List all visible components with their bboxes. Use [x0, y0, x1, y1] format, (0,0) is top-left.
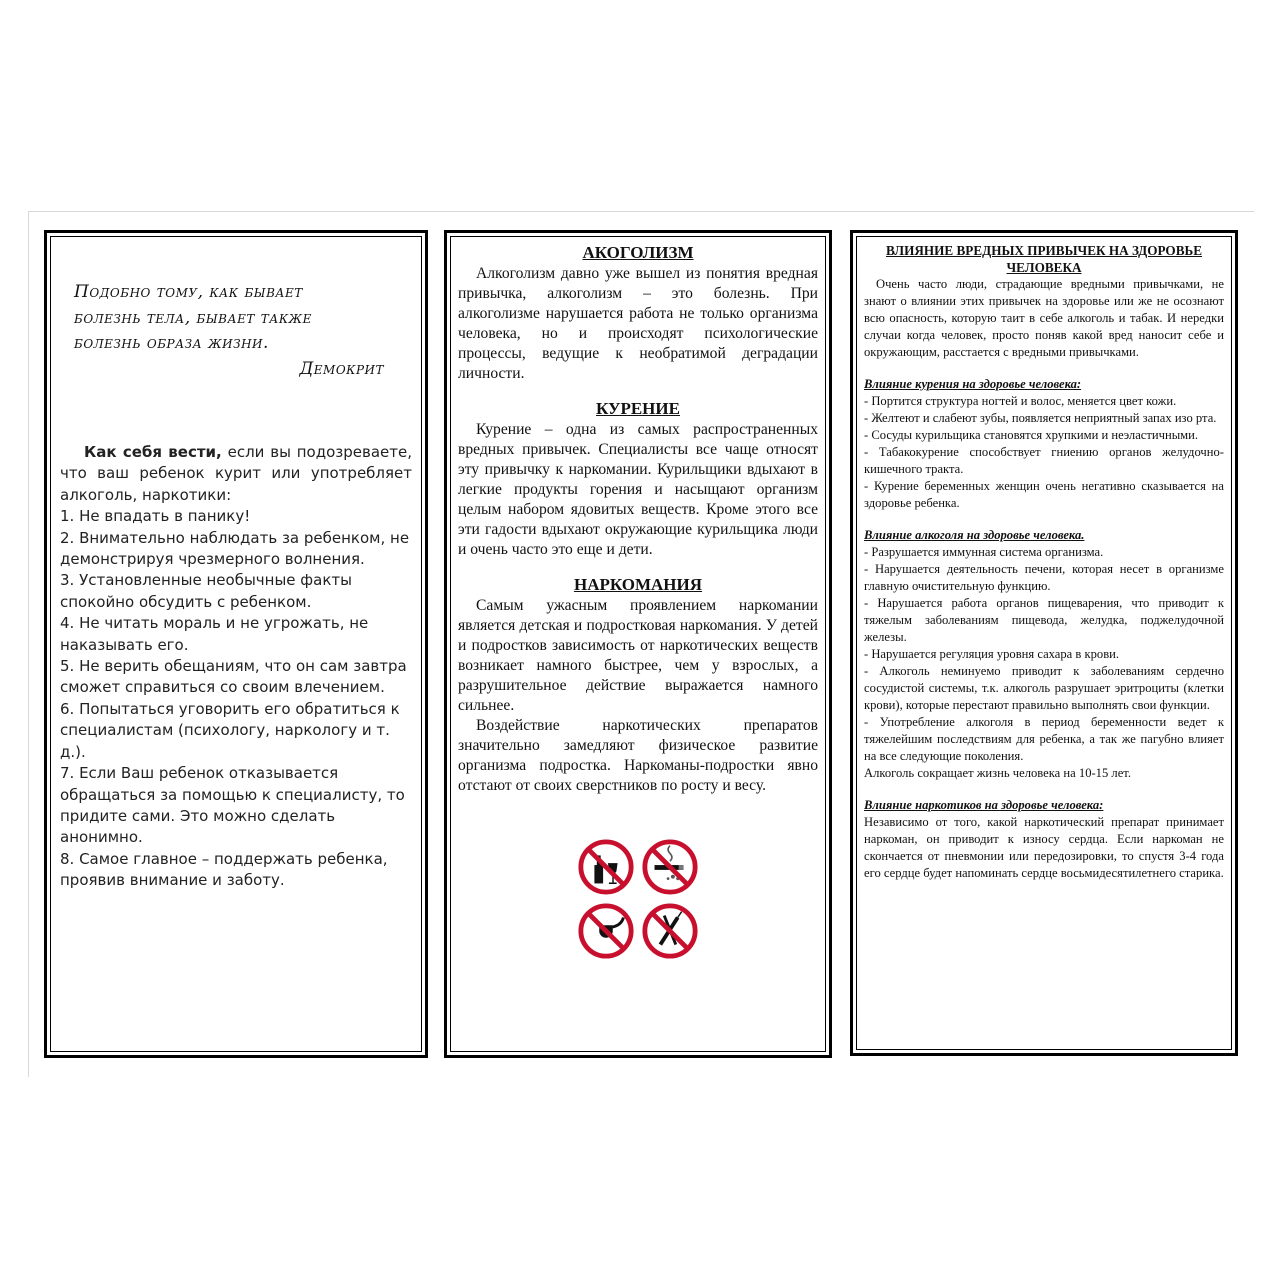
- effect-item: - Табакокурение способствует гниению органов желудочно-кишечного тракта.: [864, 445, 1224, 476]
- effect-item: Алкоголь сокращает жизнь человека на 10-15 лет.: [864, 766, 1132, 780]
- intro-text: Очень часто люди, страдающие вредными привычками, не знают о влиянии этих привычек на здоровье или же не осознают всю опасность, которую таит в себе алкоголь и табак. И нередки случаи когда человек, просто поняв какой вред наносит себе и окружающим, расстается с вредными привычками.: [864, 277, 1224, 359]
- advice-lead-text: если вы подозреваете, что ваш ребенок курит или употребляет алкоголь, наркотики:: [60, 443, 412, 504]
- effect-item: - Разрушается иммунная система организма.: [864, 545, 1104, 559]
- advice-lead-bold: Как себя вести,: [84, 443, 222, 461]
- panel-advice: [44, 230, 428, 1058]
- epigraph-line: Подобно тому, как бывает: [74, 282, 303, 302]
- spacer: [458, 560, 818, 574]
- effect-item: - Нарушается регуляция уровня сахара в крови.: [864, 647, 1120, 661]
- epigraph-line: болезнь образа жизни.: [74, 333, 269, 353]
- drugs-text: Воздействие наркотических препаратов значительно замедляют физическое развитие организма подростка. Наркоманы-подростки явно отстают от своих сверстников по росту и весу.: [458, 717, 818, 794]
- effect-item: - Употребление алкоголя в период беременности ведет к тяжелейшим последствиям для ребенка, а так же пагубно влияет на все следующие поколения.: [864, 715, 1224, 763]
- epigraph: [58, 242, 414, 382]
- subheading-smoking: Влияние курения на здоровье человека:: [864, 377, 1082, 391]
- advice-item: 4. Не читать мораль и не угрожать, не наказывать его.: [60, 614, 369, 654]
- advice-item: 5. Не верить обещаниям, что он сам завтра сможет справиться со своим влечением.: [60, 657, 407, 697]
- no-alcohol-icon: [577, 838, 635, 896]
- epigraph-line: болезнь тела, бывает также: [74, 307, 312, 328]
- smoking-text: Курение – одна из самых распространенных вредных привычек. Специалисты все чаще относят эту привычку к наркомании. Курильщики вдыхают в легкие продукты горения и насыщают организм целым набором ядовитых веществ. Кроме этого все эти гадости вдыхают окружающие курильщика люди и очень часто это еще и дети.: [458, 421, 818, 558]
- no-drugs-icon: [641, 902, 699, 960]
- drugs-effect-text: Независимо от того, какой наркотический препарат принимает наркоман, он приводит к износу сердца. Если наркоман не скончается от пневмонии или передозировки, то спустя 3-4 года его сердце будет напоминать сердце восьмидесятилетнего старика.: [864, 815, 1224, 880]
- effect-item: - Портится структура ногтей и волос, меняется цвет кожи.: [864, 394, 1177, 408]
- panel-content: [864, 242, 1224, 1046]
- effect-item: - Нарушается деятельность печени, которая несет в организме главную очистительную функцию.: [864, 562, 1224, 593]
- effect-item: - Алкоголь неминуемо приводит к заболеваниям сердечно сосудистой системы, т.к. алкоголь разрушает эритроциты (клетки крови), которые перестают правильно выполнять свои функции.: [864, 664, 1224, 712]
- sheet-left-edge: [28, 211, 29, 1077]
- heading-alcoholism: АКОГОЛИЗМ: [582, 243, 694, 262]
- sheet-top-edge: [28, 211, 1254, 212]
- panel-habits: [444, 230, 832, 1058]
- spacer: [458, 384, 818, 398]
- alcoholism-text: Алкоголизм давно уже вышел из понятия вредная привычка, алкоголизм – это болезнь. При алкоголизме нарушается работа не только организма человека, но и происходят психологические процессы, ведущие к необратимой деградации личности.: [458, 265, 818, 382]
- no-smoking-icon: [641, 838, 699, 896]
- advice-item: 8. Самое главное – поддержать ребенка, проявив внимание и заботу.: [60, 849, 388, 890]
- advice-item: 6. Попытаться уговорить его обратиться к специалистам (психологу, наркологу и т. д.).: [60, 699, 400, 761]
- heading-drugs: НАРКОМАНИЯ: [573, 575, 703, 594]
- advice-item: 7. Если Ваш ребенок отказывается обращаться за помощью к специалисту, то придите сами. Это можно сделать анонимно.: [60, 764, 405, 847]
- advice-lead: [60, 442, 412, 506]
- subheading-alcohol: Влияние алкоголя на здоровье человека.: [864, 528, 1085, 542]
- effect-item: - Курение беременных женщин очень негативно сказывается на здоровье ребенка.: [864, 479, 1224, 510]
- advice-item: 1. Не впадать в панику!: [60, 507, 251, 526]
- heading-smoking: КУРЕНИЕ: [596, 399, 680, 418]
- advice-list: [58, 382, 414, 892]
- effect-item: - Желтеют и слабеют зубы, появляется неприятный запах изо рта.: [864, 411, 1217, 425]
- panel-title: ВЛИЯНИЕ ВРЕДНЫХ ПРИВЫЧЕК НА ЗДОРОВЬЕ ЧЕЛОВЕКА: [885, 243, 1203, 275]
- panel-health-impact: [850, 230, 1238, 1056]
- panel-content: [458, 242, 818, 1048]
- subheading-drugs: Влияние наркотиков на здоровье человека:: [864, 798, 1104, 812]
- no-pipe-icon: [577, 902, 635, 960]
- advice-item: 2. Внимательно наблюдать за ребенком, не демонстрируя чрезмерного волнения.: [60, 528, 410, 569]
- prohibition-signs: [458, 838, 818, 960]
- drugs-text: Самым ужасным проявлением наркомании является детская и подростковая наркомания. У детей и подростков зависимость от наркотических веществ возникает намного быстрее, чем у взрослых, а разрушительное действие выражается намного сильнее.: [458, 597, 818, 714]
- effect-item: - Нарушается работа органов пищеварения, что приводит к тяжелым заболеваниям пищевода, желудка, поджелудочной железы.: [864, 596, 1224, 644]
- panel-content: [58, 242, 414, 1048]
- advice-item: 3. Установленные необычные факты спокойно обсудить с ребенком.: [60, 571, 352, 611]
- epigraph-author: Демокрит: [299, 358, 384, 379]
- effect-item: - Сосуды курильщика становятся хрупкими и неэластичными.: [864, 428, 1199, 442]
